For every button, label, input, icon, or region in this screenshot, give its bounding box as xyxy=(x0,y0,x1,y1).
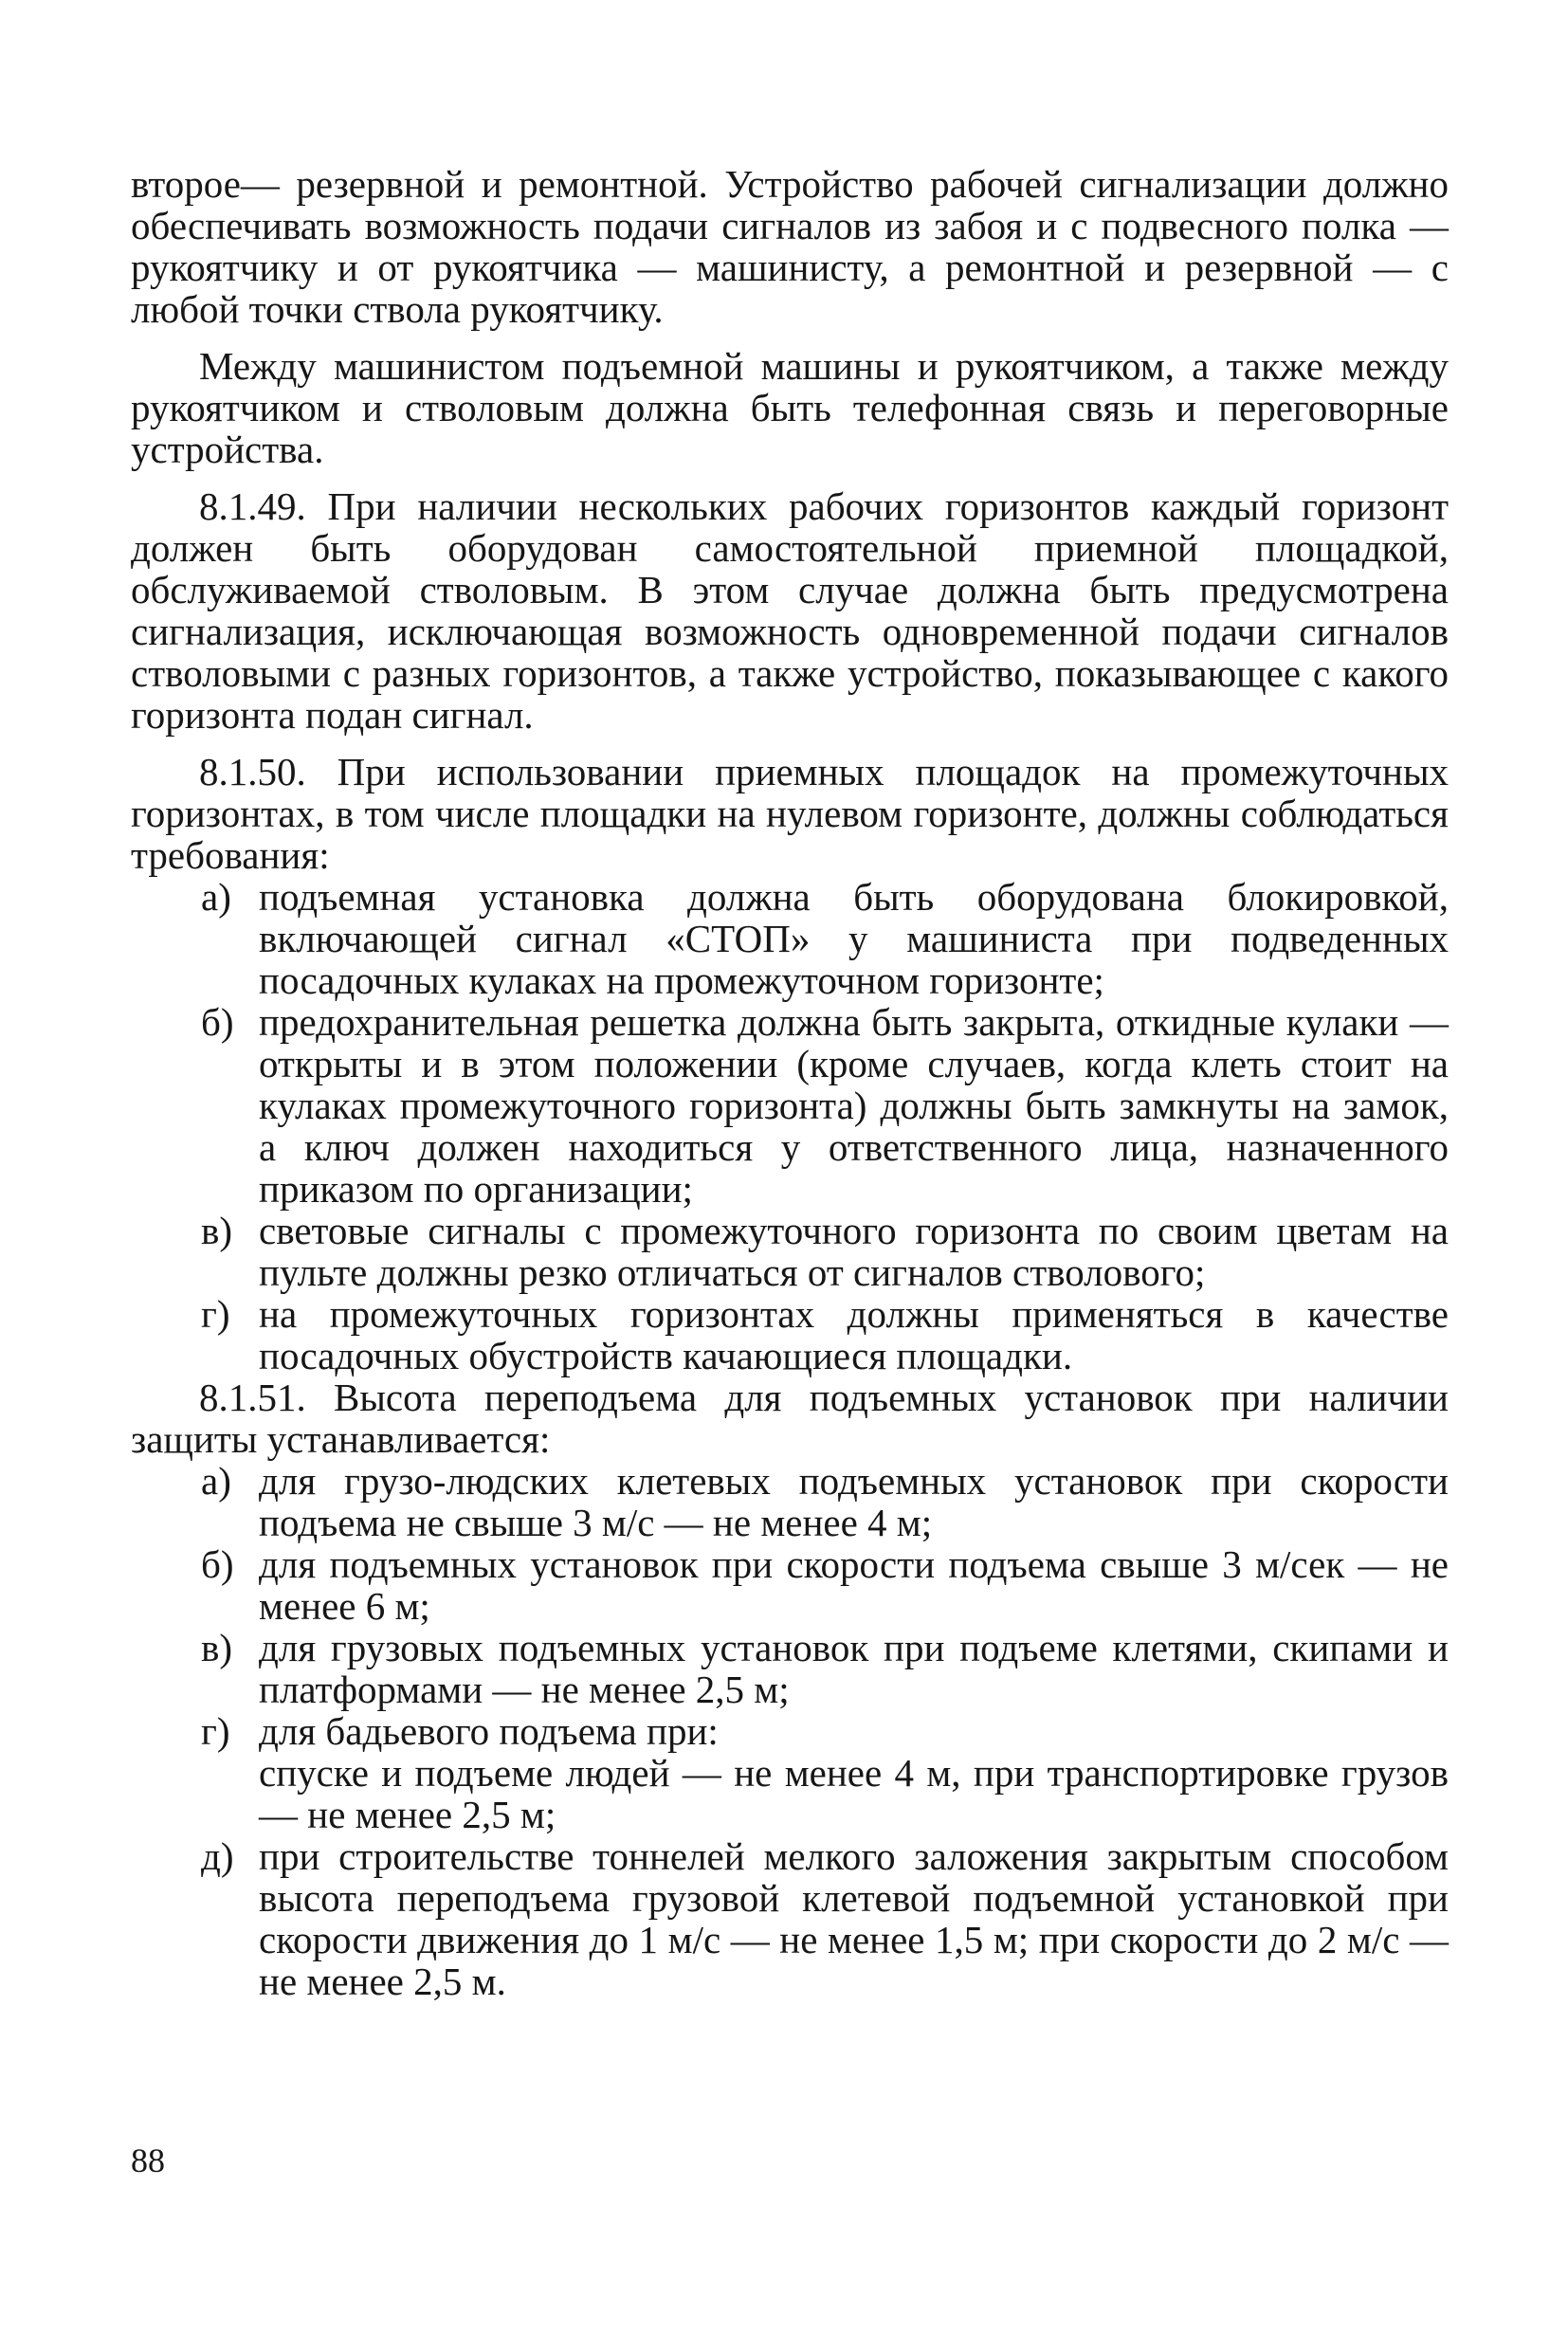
list-item-text: на промежуточных горизонтах должны применяться в качестве посадочных обустройств качающиеся площадки. xyxy=(259,1292,1449,1377)
list-item-text: световые сигналы с промежуточного горизонта по своим цветам на пульте должны резко отличаться от сигналов стволового; xyxy=(259,1209,1449,1294)
list-item-label: а) xyxy=(201,875,231,919)
list-item-text: предохранительная решетка должна быть закрыта, откидные кулаки — открыты и в этом положении (кроме случаев, когда клеть стоит на кулаках промежуточного горизонта) должны быть замкнуты на замок, а ключ должен находиться у ответственного лица, назначенного приказом по организации; xyxy=(259,1000,1449,1211)
page-body xyxy=(131,163,1449,2002)
list-8-1-50 xyxy=(131,876,1449,1377)
list-item xyxy=(131,1543,1449,1627)
list-item-label: в) xyxy=(201,1209,233,1252)
list-item-text: при строительстве тоннелей мелкого заложения закрытым способом высота переподъема грузовой клетевой подъемной установкой при скорости движения до 1 м/с — не менее 1,5 м; при скорости до 2 м/с — не менее 2,5 м. xyxy=(259,1834,1449,2003)
list-item-text: подъемная установка должна быть оборудована блокировкой, включающей сигнал «СТОП» у машиниста при подведенных посадочных кулаках на промежуточном горизонте; xyxy=(259,875,1449,1002)
list-item xyxy=(131,1293,1449,1377)
list-item-subtext: спуске и подъеме людей — не менее 4 м, при транспортировке грузов — не менее 2,5 м; xyxy=(259,1751,1449,1836)
paragraph-communication: Между машинистом подъемной машины и рукоятчиком, а также между рукоятчиком и стволовым должна быть телефонная связь и переговорные устройства. xyxy=(131,344,1449,471)
list-item xyxy=(131,1627,1449,1710)
page-number: 88 xyxy=(131,2142,165,2179)
list-item-label: б) xyxy=(201,1542,234,1586)
list-item-text: для грузо-людских клетевых подъемных установок при скорости подъема не свыше 3 м/с — не менее 4 м; xyxy=(259,1459,1449,1544)
list-item-label: д) xyxy=(201,1834,234,1878)
list-item-label: г) xyxy=(201,1709,230,1753)
paragraph-8-1-51: 8.1.51. Высота переподъема для подъемных установок при наличии защиты устанавливается: xyxy=(131,1376,1449,1461)
paragraph-8-1-50: 8.1.50. При использовании приемных площадок на промежуточных горизонтах, в том числе площадки на нулевом горизонте, должны соблюдаться требования: xyxy=(131,750,1449,877)
list-item xyxy=(131,1001,1449,1210)
list-item-text: для бадьевого подъема при: xyxy=(259,1709,719,1753)
list-item xyxy=(131,1835,1449,2002)
paragraph-continuation: второе— резервной и ремонтной. Устройство рабочей сигнализации должно обеспечивать возможность подачи сигналов из забоя и с подвесного полка — рукоятчику и от рукоятчика — машинисту, а ремонтной и резервной — с любой точки ствола рукоятчику. xyxy=(131,162,1449,331)
list-8-1-51 xyxy=(131,1460,1449,2002)
list-item-label: б) xyxy=(201,1000,234,1044)
list-item xyxy=(131,876,1449,1001)
list-item-label: а) xyxy=(201,1459,231,1503)
list-item-text: для подъемных установок при скорости подъема свыше 3 м/сек — не менее 6 м; xyxy=(259,1542,1449,1628)
list-item-label: в) xyxy=(201,1626,233,1669)
list-item-text: для грузовых подъемных установок при подъеме клетями, скипами и платформами — не менее 2,5 м; xyxy=(259,1626,1449,1711)
list-item xyxy=(131,1710,1449,1752)
paragraph-8-1-49: 8.1.49. При наличии нескольких рабочих горизонтов каждый горизонт должен быть оборудован самостоятельной приемной площадкой, обслуживаемой стволовым. В этом случае должна быть предусмотрена сигнализация, исключающая возможность одновременной подачи сигналов стволовыми с разных горизонтов, а также устройство, показывающее с какого горизонта подан сигнал. xyxy=(131,484,1449,737)
list-item xyxy=(131,1210,1449,1293)
list-item xyxy=(131,1460,1449,1543)
list-item-label: г) xyxy=(201,1292,230,1336)
